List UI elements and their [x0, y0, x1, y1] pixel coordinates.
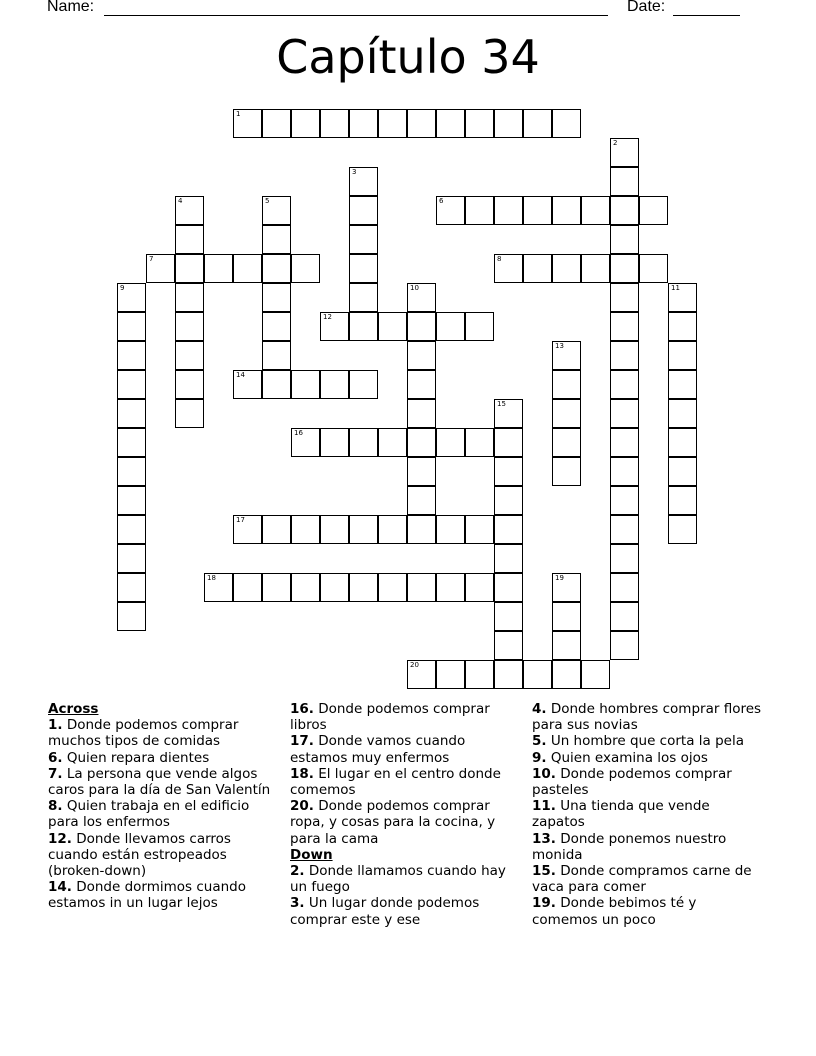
clue-number: 10: [410, 284, 419, 292]
name-label: Name:: [47, 0, 95, 15]
crossword-cell[interactable]: [117, 515, 146, 544]
clue-number: 7: [149, 255, 154, 263]
crossword-cell[interactable]: [262, 225, 291, 254]
crossword-cell[interactable]: [175, 283, 204, 312]
crossword-cell[interactable]: [117, 283, 146, 312]
clue-number: 1: [236, 110, 241, 118]
crossword-cell[interactable]: [407, 283, 436, 312]
crossword-cell[interactable]: [436, 428, 465, 457]
crossword-cell[interactable]: [262, 515, 291, 544]
crossword-cell[interactable]: [175, 341, 204, 370]
crossword-cell[interactable]: [494, 486, 523, 515]
crossword-cell[interactable]: [349, 283, 378, 312]
clue-down-13: 13. Donde ponemos nuestro monida: [532, 830, 727, 863]
clue-number: 9: [120, 284, 125, 292]
crossword-cell[interactable]: [610, 486, 639, 515]
crossword-cell[interactable]: [552, 428, 581, 457]
clue-number: 11: [671, 284, 680, 292]
crossword-cell[interactable]: [407, 486, 436, 515]
crossword-cell[interactable]: [494, 544, 523, 573]
clue-number: 19: [555, 574, 564, 582]
clue-number: 15: [497, 400, 506, 408]
crossword-cell[interactable]: [349, 515, 378, 544]
crossword-cell[interactable]: [436, 196, 465, 225]
crossword-cell[interactable]: [523, 196, 552, 225]
crossword-cell[interactable]: [581, 196, 610, 225]
crossword-cell[interactable]: [117, 341, 146, 370]
crossword-cell[interactable]: [668, 515, 697, 544]
crossword-cell[interactable]: [465, 660, 494, 689]
crossword-cell[interactable]: [291, 573, 320, 602]
crossword-cell[interactable]: [117, 457, 146, 486]
crossword-cell[interactable]: [146, 254, 175, 283]
crossword-cell[interactable]: [291, 428, 320, 457]
crossword-cell[interactable]: [378, 573, 407, 602]
clue-down-3: 3. Un lugar donde podemos comprar este y ese: [290, 895, 480, 928]
crossword-cell[interactable]: [610, 138, 639, 167]
clue-number: 18: [207, 574, 216, 582]
crossword-cell[interactable]: [668, 370, 697, 399]
crossword-cell[interactable]: [494, 428, 523, 457]
crossword-cell[interactable]: [117, 399, 146, 428]
crossword-cell[interactable]: [494, 109, 523, 138]
clue-number: 6: [439, 197, 444, 205]
crossword-cell[interactable]: [349, 109, 378, 138]
crossword-cell[interactable]: [407, 573, 436, 602]
crossword-cell[interactable]: [320, 573, 349, 602]
crossword-cell[interactable]: [436, 109, 465, 138]
clue-across-1: 1. Donde podemos comprar muchos tipos de comidas: [48, 717, 239, 750]
crossword-cell[interactable]: [494, 399, 523, 428]
crossword-cell[interactable]: [494, 515, 523, 544]
clue-across-12: 12. Donde llevamos carros cuando están estropeados (broken-down): [48, 830, 231, 880]
crossword-cell[interactable]: [262, 573, 291, 602]
crossword-cell[interactable]: [639, 254, 668, 283]
crossword-cell[interactable]: [465, 573, 494, 602]
crossword-cell[interactable]: [262, 283, 291, 312]
crossword-cell[interactable]: [117, 573, 146, 602]
crossword-cell[interactable]: [233, 573, 262, 602]
crossword-cell[interactable]: [262, 370, 291, 399]
crossword-cell[interactable]: [262, 196, 291, 225]
crossword-cell[interactable]: [117, 544, 146, 573]
crossword-cell[interactable]: [233, 515, 262, 544]
crossword-cell[interactable]: [291, 515, 320, 544]
clue-down-15: 15. Donde compramos carne de vaca para comer: [532, 863, 752, 896]
crossword-cell[interactable]: [610, 167, 639, 196]
crossword-cell[interactable]: [117, 370, 146, 399]
crossword-cell[interactable]: [175, 399, 204, 428]
crossword-cell[interactable]: [610, 573, 639, 602]
crossword-cell[interactable]: [175, 225, 204, 254]
clue-number: 16: [294, 429, 303, 437]
crossword-cell[interactable]: [639, 196, 668, 225]
across-heading: Across: [48, 701, 99, 717]
crossword-cell[interactable]: [291, 370, 320, 399]
crossword-cell[interactable]: [668, 486, 697, 515]
crossword-cell[interactable]: [262, 312, 291, 341]
crossword-cell[interactable]: [407, 399, 436, 428]
crossword-cell[interactable]: [668, 312, 697, 341]
crossword-cell[interactable]: [175, 370, 204, 399]
clue-across-20: 20. Donde podemos comprar ropa, y cosas para la cocina, y para la cama: [290, 798, 496, 847]
crossword-cell[interactable]: [175, 196, 204, 225]
crossword-cell[interactable]: [494, 457, 523, 486]
crossword-cell[interactable]: [320, 428, 349, 457]
crossword-cell[interactable]: [552, 457, 581, 486]
crossword-cell[interactable]: [668, 457, 697, 486]
clue-number: 20: [410, 661, 419, 669]
clue-column-1: [48, 701, 278, 912]
crossword-cell[interactable]: [262, 109, 291, 138]
clue-down-9: 9. Quien examina los ojos: [532, 749, 708, 766]
clue-across-17: 17. Donde vamos cuando estamos muy enfermos: [290, 733, 466, 766]
crossword-cell[interactable]: [552, 370, 581, 399]
crossword-cell[interactable]: [436, 573, 465, 602]
crossword-cell[interactable]: [465, 312, 494, 341]
crossword-cell[interactable]: [378, 312, 407, 341]
crossword-cell[interactable]: [581, 660, 610, 689]
clue-down-4: 4. Donde hombres comprar flores para sus novias: [532, 701, 762, 734]
clue-number: 13: [555, 342, 564, 350]
clue-across-14: 14. Donde dormimos cuando estamos in un lugar lejos: [48, 879, 247, 912]
crossword-cell[interactable]: [552, 341, 581, 370]
crossword-cell[interactable]: [610, 196, 639, 225]
crossword-cell[interactable]: [117, 428, 146, 457]
crossword-cell[interactable]: [117, 602, 146, 631]
crossword-cell[interactable]: [349, 196, 378, 225]
crossword-cell[interactable]: [668, 399, 697, 428]
clue-across-16: 16. Donde podemos comprar libros: [290, 701, 490, 734]
down-heading: Down: [290, 846, 333, 863]
crossword-cell[interactable]: [175, 254, 204, 283]
clue-across-6: 6. Quien repara dientes: [48, 749, 210, 766]
crossword-cell[interactable]: [610, 254, 639, 283]
crossword-cell[interactable]: [320, 370, 349, 399]
clue-across-18: 18. El lugar en el centro donde comemos: [290, 765, 501, 799]
clue-down-19: 19. Donde bebimos té y comemos un poco: [532, 895, 697, 928]
crossword-cell[interactable]: [610, 370, 639, 399]
crossword-cell[interactable]: [436, 312, 465, 341]
crossword-cell[interactable]: [407, 457, 436, 486]
crossword-cell[interactable]: [378, 428, 407, 457]
crossword-cell[interactable]: [465, 196, 494, 225]
crossword-cell[interactable]: [668, 428, 697, 457]
crossword-cell[interactable]: [407, 428, 436, 457]
clue-number: 2: [613, 139, 618, 147]
crossword-cell[interactable]: [349, 167, 378, 196]
crossword-cell[interactable]: [552, 631, 581, 660]
crossword-cell[interactable]: [117, 486, 146, 515]
clue-number: 4: [178, 197, 183, 205]
crossword-cell[interactable]: [233, 109, 262, 138]
crossword-cell[interactable]: [291, 109, 320, 138]
crossword-cell[interactable]: [233, 370, 262, 399]
crossword-cell[interactable]: [610, 631, 639, 660]
clue-down-10: 10. Donde podemos comprar pasteles: [532, 765, 732, 799]
crossword-cell[interactable]: [436, 660, 465, 689]
crossword-cell[interactable]: [610, 544, 639, 573]
crossword-cell[interactable]: [610, 312, 639, 341]
clue-number: 8: [497, 255, 502, 263]
crossword-cell[interactable]: [494, 631, 523, 660]
crossword-cell[interactable]: [552, 109, 581, 138]
crossword-cell[interactable]: [610, 515, 639, 544]
crossword-cell[interactable]: [262, 254, 291, 283]
crossword-cell[interactable]: [668, 341, 697, 370]
crossword-cell[interactable]: [523, 109, 552, 138]
crossword-cell[interactable]: [610, 225, 639, 254]
clue-across-8: 8. Quien trabaja en el edificio para los enfermos: [48, 798, 250, 831]
crossword-cell[interactable]: [233, 254, 262, 283]
crossword-cell[interactable]: [610, 602, 639, 631]
clue-down-2: 2. Donde llamamos cuando hay un fuego: [290, 863, 506, 896]
crossword-cell[interactable]: [291, 254, 320, 283]
crossword-cell[interactable]: [610, 399, 639, 428]
date-label: Date:: [627, 0, 666, 15]
crossword-cell[interactable]: [494, 573, 523, 602]
crossword-cell[interactable]: [262, 341, 291, 370]
crossword-cell[interactable]: [494, 602, 523, 631]
clue-column-3: [532, 701, 762, 928]
crossword-cell[interactable]: [552, 573, 581, 602]
page-title: Capítulo 34: [276, 30, 540, 84]
clue-across-7: 7. La persona que vende algos caros para la día de San Valentín: [48, 765, 271, 799]
clue-down-11: 11. Una tienda que vende zapatos: [532, 798, 710, 831]
clue-number: 14: [236, 371, 245, 379]
crossword-cell[interactable]: [494, 254, 523, 283]
crossword-cell[interactable]: [610, 341, 639, 370]
clue-column-2: [290, 701, 522, 928]
crossword-cell[interactable]: [523, 660, 552, 689]
crossword-cell[interactable]: [436, 515, 465, 544]
crossword-cell[interactable]: [349, 573, 378, 602]
crossword-cell[interactable]: [349, 370, 378, 399]
crossword-cell[interactable]: [610, 457, 639, 486]
crossword-cell[interactable]: [204, 573, 233, 602]
crossword-cell[interactable]: [465, 109, 494, 138]
clue-number: 3: [352, 168, 357, 176]
crossword-cell[interactable]: [204, 254, 233, 283]
clue-number: 12: [323, 313, 332, 321]
crossword-cell[interactable]: [494, 660, 523, 689]
crossword-cell[interactable]: [552, 602, 581, 631]
crossword-cell[interactable]: [523, 254, 552, 283]
crossword-cell[interactable]: [349, 225, 378, 254]
crossword-cell[interactable]: [610, 283, 639, 312]
crossword-cell[interactable]: [552, 399, 581, 428]
crossword-cell[interactable]: [378, 515, 407, 544]
crossword-cell[interactable]: [465, 515, 494, 544]
crossword-cell[interactable]: [349, 254, 378, 283]
clue-number: 5: [265, 197, 270, 205]
crossword-cell[interactable]: [407, 109, 436, 138]
crossword-cell[interactable]: [349, 312, 378, 341]
clue-number: 17: [236, 516, 245, 524]
crossword-cell[interactable]: [494, 196, 523, 225]
crossword-cell[interactable]: [668, 283, 697, 312]
crossword-cell[interactable]: [320, 515, 349, 544]
crossword-cell[interactable]: [349, 428, 378, 457]
crossword-cell[interactable]: [610, 428, 639, 457]
crossword-cell[interactable]: [320, 312, 349, 341]
crossword-cell[interactable]: [552, 660, 581, 689]
crossword-cell[interactable]: [117, 312, 146, 341]
crossword-cell[interactable]: [378, 109, 407, 138]
crossword-cell[interactable]: [552, 196, 581, 225]
crossword-cell[interactable]: [465, 428, 494, 457]
crossword-cell[interactable]: [407, 370, 436, 399]
crossword-cell[interactable]: [407, 660, 436, 689]
crossword-cell[interactable]: [407, 312, 436, 341]
clue-down-5: 5. Un hombre que corta la pela: [532, 733, 744, 750]
crossword-cell[interactable]: [407, 515, 436, 544]
crossword-cell[interactable]: [581, 254, 610, 283]
crossword-cell[interactable]: [552, 254, 581, 283]
crossword-cell[interactable]: [175, 312, 204, 341]
crossword-cell[interactable]: [407, 341, 436, 370]
crossword-cell[interactable]: [320, 109, 349, 138]
